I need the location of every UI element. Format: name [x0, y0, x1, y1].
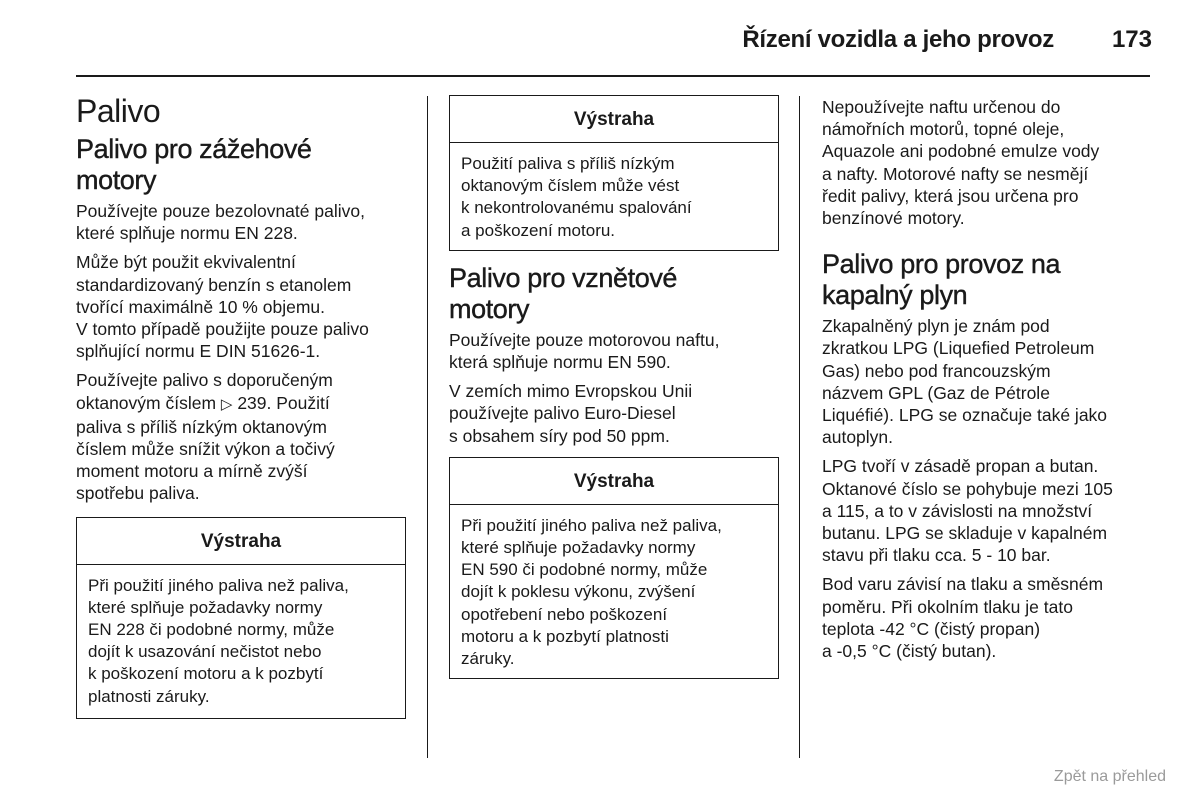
paragraph-oktanove-cislo — [76, 369, 406, 504]
page-header-title: Řízení vozidla a jeho provoz — [742, 26, 1054, 53]
paragraph-etanol: Může být použit ekvivalentní standardizovaný benzín s etanolem tvořící maximálně 10 % objemu. V tomto případě použijte pouze palivo splňující normu E DIN 51626-1. — [76, 252, 369, 362]
column-1 — [76, 90, 406, 729]
paragraph-nafta-restrictions: Nepoužívejte naftu určenou do námořních motorů, topné oleje, Aquazole ani podobné emulze vody a nafty. Motorové nafty se nesmějí ředit palivy, která jsou určena pro benzínové motory. — [822, 97, 1100, 229]
paragraph-oktanove-cislo-b: 239. Použití paliva s příliš nízkým oktanovým číslem může snížit výkon a točivý moment motoru a mírně zvýší spotřebu paliva. — [76, 392, 335, 504]
warning-text: Použití paliva s příliš nízkým oktanovým číslem může vést k nekontrolovanému spalování a poškození motoru. — [461, 154, 692, 240]
cross-reference-arrow-icon[interactable]: ▷ — [220, 395, 233, 413]
warning-title: Výstraha — [450, 458, 778, 505]
column-divider-left — [427, 96, 428, 758]
paragraph-bod-varu: Bod varu závisí na tlaku a směsném poměru. Při okolním tlaku je tato teplota -42 °C (čistý propan) a -0,5 °C (čistý butan). — [822, 574, 1104, 662]
paragraph-lpg-intro: Zkapalněný plyn je znám pod zkratkou LPG (Liquefied Petroleum Gas) nebo pod francouzským názvem GPL (Gaz de Pétrole Liquéfié). LPG se označuje také jako autoplyn. — [822, 316, 1108, 448]
section-title-palivo: Palivo — [76, 93, 161, 129]
warning-box-en590 — [449, 457, 779, 679]
paragraph-oktanove-cislo-a: Používejte palivo s doporučeným oktanovým číslem — [76, 370, 333, 413]
heading-kapalny-plyn: Palivo pro provoz na kapalný plyn — [822, 249, 1061, 311]
warning-box-oktan — [449, 95, 779, 251]
heading-zazehove-motory: Palivo pro zážehové motory — [76, 134, 312, 195]
header-divider — [76, 75, 1150, 77]
warning-text: Při použití jiného paliva než paliva, které splňuje požadavky normy EN 228 či podobné normy, může dojít k usazování nečistot nebo k poškození motoru a k pozbytí platnosti záruky. — [88, 575, 349, 706]
warning-text: Při použití jiného paliva než paliva, které splňuje požadavky normy EN 590 či podobné normy, může dojít k poklesu výkonu, zvýšení opotřebení nebo poškození motoru a k pozbytí platnosti záruky. — [461, 515, 722, 669]
paragraph-bezolovnate: Používejte pouze bezolovnaté palivo, které splňuje normu EN 228. — [76, 201, 365, 244]
page-number: 173 — [1111, 26, 1152, 53]
column-2 — [449, 95, 779, 689]
heading-vznetove-motory: Palivo pro vznětové motory — [449, 262, 678, 324]
paragraph-lpg-slozeni: LPG tvoří v zásadě propan a butan. Oktanové číslo se pohybuje mezi 105 a 115, a to v závislosti na množství butanu. LPG se skladuje v kapalném stavu při tlaku cca. 5 - 10 bar. — [822, 456, 1113, 566]
paragraph-motorova-nafta: Používejte pouze motorovou naftu, která splňuje normu EN 590. — [449, 329, 720, 373]
warning-title: Výstraha — [77, 518, 405, 565]
warning-box-en228 — [76, 517, 406, 719]
paragraph-euro-diesel: V zemích mimo Evropskou Unii používejte palivo Euro-Diesel s obsahem síry pod 50 ppm. — [449, 381, 693, 446]
column-3 — [822, 96, 1157, 669]
back-to-overview-link[interactable]: Zpět na přehled — [1053, 768, 1166, 785]
warning-title: Výstraha — [450, 96, 778, 143]
column-divider-right — [799, 96, 800, 758]
